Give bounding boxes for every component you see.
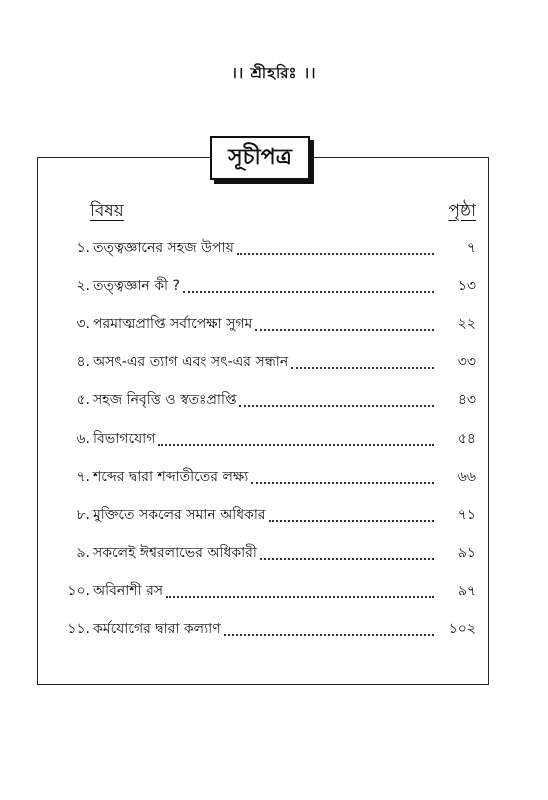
toc-entry[interactable] <box>58 541 476 565</box>
entry-page: ৯১ <box>457 545 476 561</box>
entry-title: সকলেই ঈশ্বরলাভের অধিকারী <box>93 545 257 561</box>
dot-leader <box>260 558 434 560</box>
entry-page: ৩৩ <box>457 354 476 370</box>
entry-title: কর্মযোগের দ্বারা কল্যাণ <box>93 621 221 637</box>
entry-page: ৪৩ <box>457 392 476 408</box>
dot-leader <box>183 291 434 293</box>
entry-title: সহজ নিবৃত্তি ও স্বতঃপ্রাপ্তি <box>93 392 237 408</box>
entry-number: ১০. <box>67 583 90 599</box>
entry-number: ৪. <box>76 354 90 370</box>
entry-page: ১০২ <box>448 621 476 637</box>
dot-leader <box>251 482 434 484</box>
entry-number: ৬. <box>76 431 90 447</box>
entry-number: ৭. <box>76 469 90 485</box>
entry-title: পরমাত্মপ্রাপ্তি সর্বাপেক্ষা সুগম <box>93 316 253 332</box>
dot-leader <box>158 444 434 446</box>
invocation-heading: ।। শ্রীহরিঃ ।। <box>231 64 317 82</box>
toc-entry[interactable] <box>58 236 476 260</box>
entry-title: মুক্তিতে সকলের সমান অধিকার <box>93 507 266 523</box>
toc-entry[interactable] <box>58 350 476 374</box>
toc-column-headers <box>64 198 476 226</box>
toc-title: সূচীপত্র <box>210 136 310 180</box>
entry-title: শব্দের দ্বারা শব্দাতীতের লক্ষ্য <box>93 469 249 485</box>
toc-entry[interactable] <box>58 579 476 603</box>
toc-entry[interactable] <box>58 427 476 451</box>
entry-title: অবিনাশী রস <box>93 583 164 599</box>
dot-leader <box>237 253 434 255</box>
entry-page: ১৩ <box>457 278 476 294</box>
dot-leader <box>291 367 434 369</box>
dot-leader <box>269 520 434 522</box>
entry-title: তত্ত্বজ্ঞান কী ? <box>93 278 180 294</box>
toc-entry[interactable] <box>58 617 476 641</box>
entry-number: ২. <box>76 278 90 294</box>
toc-entry[interactable] <box>58 503 476 527</box>
entry-number: ৫. <box>76 392 90 408</box>
entry-number: ৮. <box>76 507 90 523</box>
subject-column-header: বিষয় <box>90 201 124 221</box>
entry-number: ১১. <box>67 621 90 637</box>
toc-entry[interactable] <box>58 312 476 336</box>
dot-leader <box>166 596 434 598</box>
entry-number: ১. <box>76 240 90 256</box>
toc-entry[interactable] <box>58 465 476 489</box>
entry-title: বিভাগযোগ <box>93 431 156 447</box>
dot-leader <box>255 329 434 331</box>
entry-title: অসৎ-এর ত্যাগ এবং সৎ-এর সন্ধান <box>93 354 289 370</box>
entry-page: ৯৭ <box>457 583 476 599</box>
entry-title: তত্ত্বজ্ঞানের সহজ উপায় <box>93 240 234 256</box>
entry-page: ৭১ <box>457 507 476 523</box>
entry-page: ৬৬ <box>457 469 476 485</box>
dot-leader <box>239 405 434 407</box>
entry-page: ৭ <box>466 240 476 256</box>
page-column-header: পৃষ্ঠা <box>448 201 476 221</box>
entry-number: ৯. <box>76 545 90 561</box>
toc-entry[interactable] <box>58 274 476 298</box>
entry-page: ৫৪ <box>457 431 476 447</box>
toc-entry[interactable] <box>58 388 476 412</box>
entry-number: ৩. <box>76 316 90 332</box>
dot-leader <box>224 634 434 636</box>
entry-page: ২২ <box>457 316 476 332</box>
